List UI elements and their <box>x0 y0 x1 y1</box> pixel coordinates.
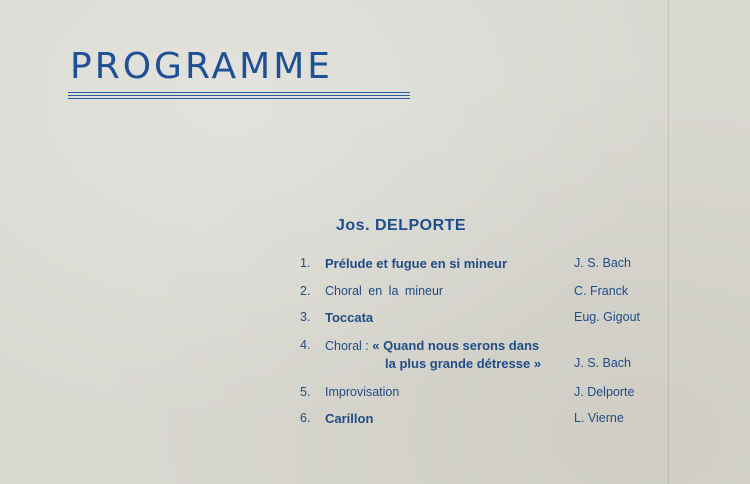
item-composer: J. S. Bach <box>574 256 631 270</box>
item-number: 5. <box>300 385 311 399</box>
item-number: 2. <box>300 284 311 298</box>
item-piece <box>325 338 539 353</box>
item-composer: Eug. Gigout <box>574 310 641 324</box>
title-underline <box>68 92 410 93</box>
item-piece-line2: la plus grande détresse » <box>385 356 542 371</box>
item-number: 6. <box>300 411 311 425</box>
item-number: 1. <box>300 256 311 270</box>
paper-crease <box>668 0 669 484</box>
item-piece: Prélude et fugue en si mineur <box>325 256 508 271</box>
item-piece: Carillon <box>325 411 374 426</box>
title-underline <box>68 95 410 96</box>
item-composer: J. S. Bach <box>574 356 631 370</box>
item-piece-prefix: Choral : <box>325 339 369 353</box>
item-piece: Choral en la mineur <box>325 284 444 298</box>
item-piece: Toccata <box>325 310 374 325</box>
title-underline <box>68 98 410 99</box>
item-composer: C. Franck <box>574 284 629 298</box>
page-title: PROGRAMME <box>70 46 334 87</box>
item-piece-title: « Quand nous serons dans <box>372 338 540 353</box>
item-piece: Improvisation <box>325 385 400 399</box>
item-composer: L. Vierne <box>574 411 624 425</box>
item-composer: J. Delporte <box>574 385 635 399</box>
item-number: 3. <box>300 310 311 324</box>
performer-name: Jos. DELPORTE <box>336 217 467 234</box>
item-number: 4. <box>300 338 311 352</box>
